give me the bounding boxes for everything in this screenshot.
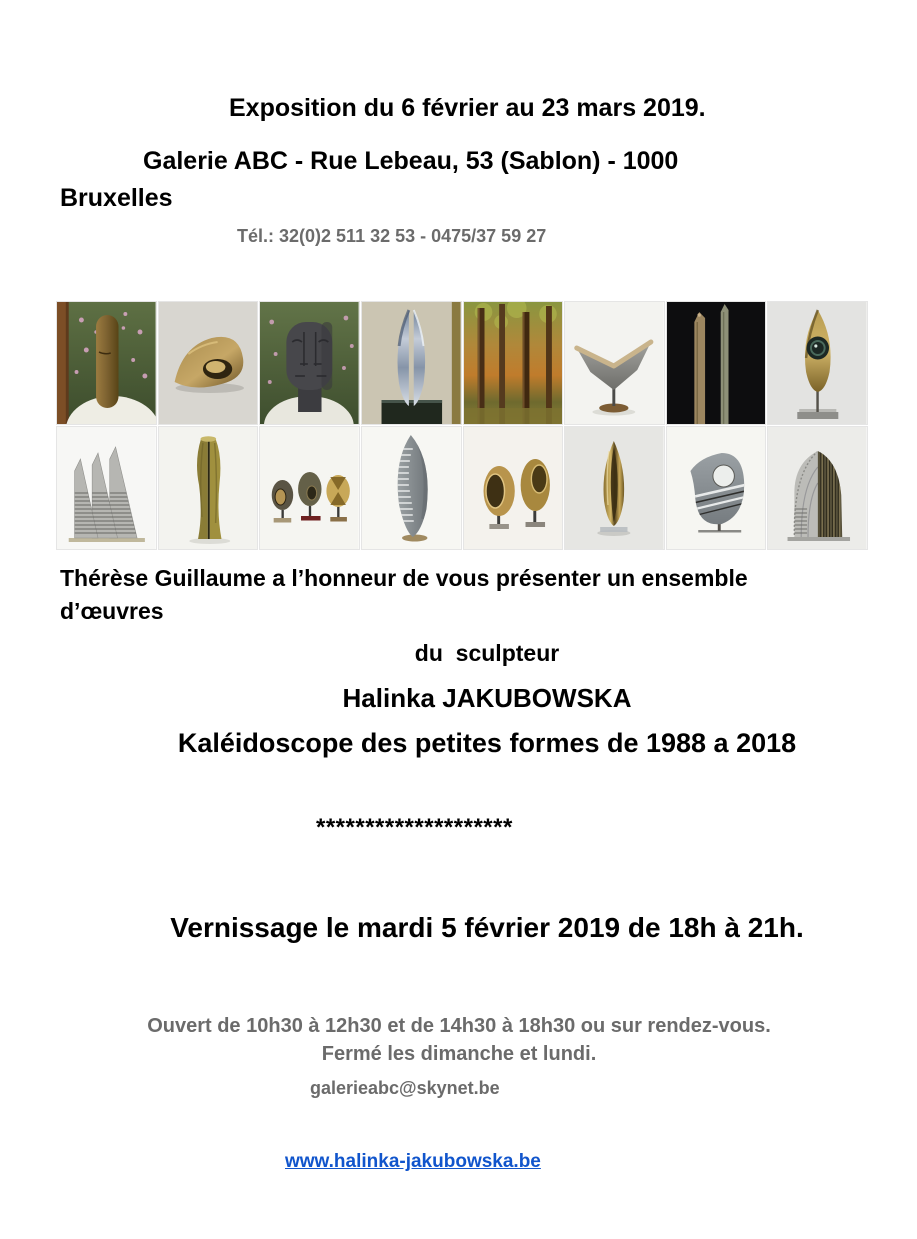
photo-bronze-head-garden	[57, 302, 156, 424]
sculpture-image	[362, 427, 461, 549]
sculpture-image	[159, 302, 258, 424]
website-link[interactable]: www.halinka-jakubowska.be	[285, 1151, 541, 1172]
sculpture-image	[667, 302, 766, 424]
sculpture-image	[464, 427, 563, 549]
photo-striped-blades	[57, 427, 156, 549]
photo-three-heads	[260, 427, 359, 549]
sculpture-image	[260, 302, 359, 424]
photo-double-face-head	[260, 302, 359, 424]
photo-bronze-shell	[159, 302, 258, 424]
photo-teardrop-hole	[667, 427, 766, 549]
photo-sail-arch	[768, 427, 867, 549]
vernissage-line: Vernissage le mardi 5 février 2019 de 18h à 21h.	[170, 912, 804, 943]
role-line: du sculpteur	[414, 640, 560, 666]
exhibition-title: Exposition du 6 février au 23 mars 2019.	[229, 94, 706, 122]
sculpture-image	[565, 427, 664, 549]
sculpture-image	[260, 427, 359, 549]
photo-striated-leaf	[362, 427, 461, 549]
website-line	[285, 1151, 541, 1173]
photo-bronze-ovals	[464, 427, 563, 549]
photo-bronze-leaf-eye	[768, 302, 867, 424]
photo-two-poles-black	[667, 302, 766, 424]
sculpture-image	[464, 302, 563, 424]
exhibition-subtitle: Kaléidoscope des petites formes de 1988 a 2018	[177, 728, 797, 758]
artist-name: Halinka JAKUBOWSKA	[342, 683, 632, 713]
sculpture-image	[57, 427, 156, 549]
sculpture-image	[159, 427, 258, 549]
photo-gallery-grid	[57, 302, 867, 549]
opening-hours: Ouvert de 10h30 à 12h30 et de 14h30 à 18h30 ou sur rendez-vous. Fermé les dimanche et lundi.	[147, 1015, 771, 1065]
photo-split-blade-plinth	[362, 302, 461, 424]
email-address: galerieabc@skynet.be	[310, 1078, 500, 1098]
presentation-text: Thérèse Guillaume a l’honneur de vous présenter un ensemble d’œuvres	[60, 565, 748, 624]
photo-bronze-almond	[565, 427, 664, 549]
photo-v-stone	[565, 302, 664, 424]
asterisk-divider: ********************	[316, 814, 513, 841]
phone-numbers: Tél.: 32(0)2 511 32 53 - 0475/37 59 27	[237, 226, 547, 246]
gallery-address: Galerie ABC - Rue Lebeau, 53 (Sablon) - 1000 Bruxelles	[60, 147, 679, 212]
sculpture-image	[565, 302, 664, 424]
sculpture-image	[57, 302, 156, 424]
photo-forest-poles	[464, 302, 563, 424]
sculpture-image	[768, 427, 867, 549]
sculpture-image	[667, 427, 766, 549]
sculpture-image	[768, 302, 867, 424]
photo-split-column	[159, 427, 258, 549]
sculpture-image	[362, 302, 461, 424]
